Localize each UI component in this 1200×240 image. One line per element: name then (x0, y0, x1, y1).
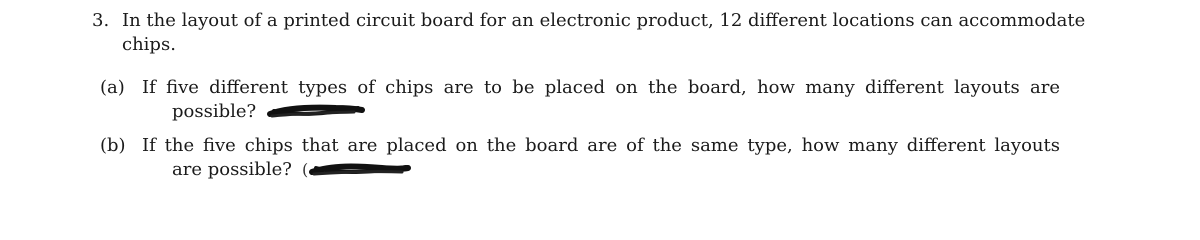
part-a-label: (a) (100, 77, 125, 98)
part-b-text-1: If the five chips that are placed on the board are of the same type, how many different layouts (142, 135, 1060, 156)
svg-text:(: ( (301, 160, 308, 179)
problem-3 (92, 9, 1092, 192)
part-a-line-1 (92, 76, 1060, 100)
problem-number: 3. (92, 10, 110, 31)
part-a-line-2 (92, 100, 1092, 124)
part-b-line-1 (92, 134, 1060, 158)
part-b (92, 134, 1092, 182)
part-b-text-2: are possible? (172, 159, 292, 180)
problem-text-1: In the layout of a printed circuit board for an electronic product, 12 different locations can accommodate (122, 10, 1086, 31)
part-a-text-1: If five different types of chips are to be placed on the board, how many different layouts are (142, 77, 1060, 98)
redaction-mark-b (302, 160, 402, 180)
problem-parts (92, 76, 1092, 182)
part-a-text-2: possible? (172, 101, 257, 122)
problem-statement-line-1 (92, 9, 1092, 33)
redaction-mark-a (266, 102, 366, 122)
part-a (92, 76, 1092, 124)
part-b-label: (b) (100, 135, 126, 156)
problem-statement-line-2: chips. (122, 34, 176, 55)
part-b-line-2 (92, 158, 1092, 182)
